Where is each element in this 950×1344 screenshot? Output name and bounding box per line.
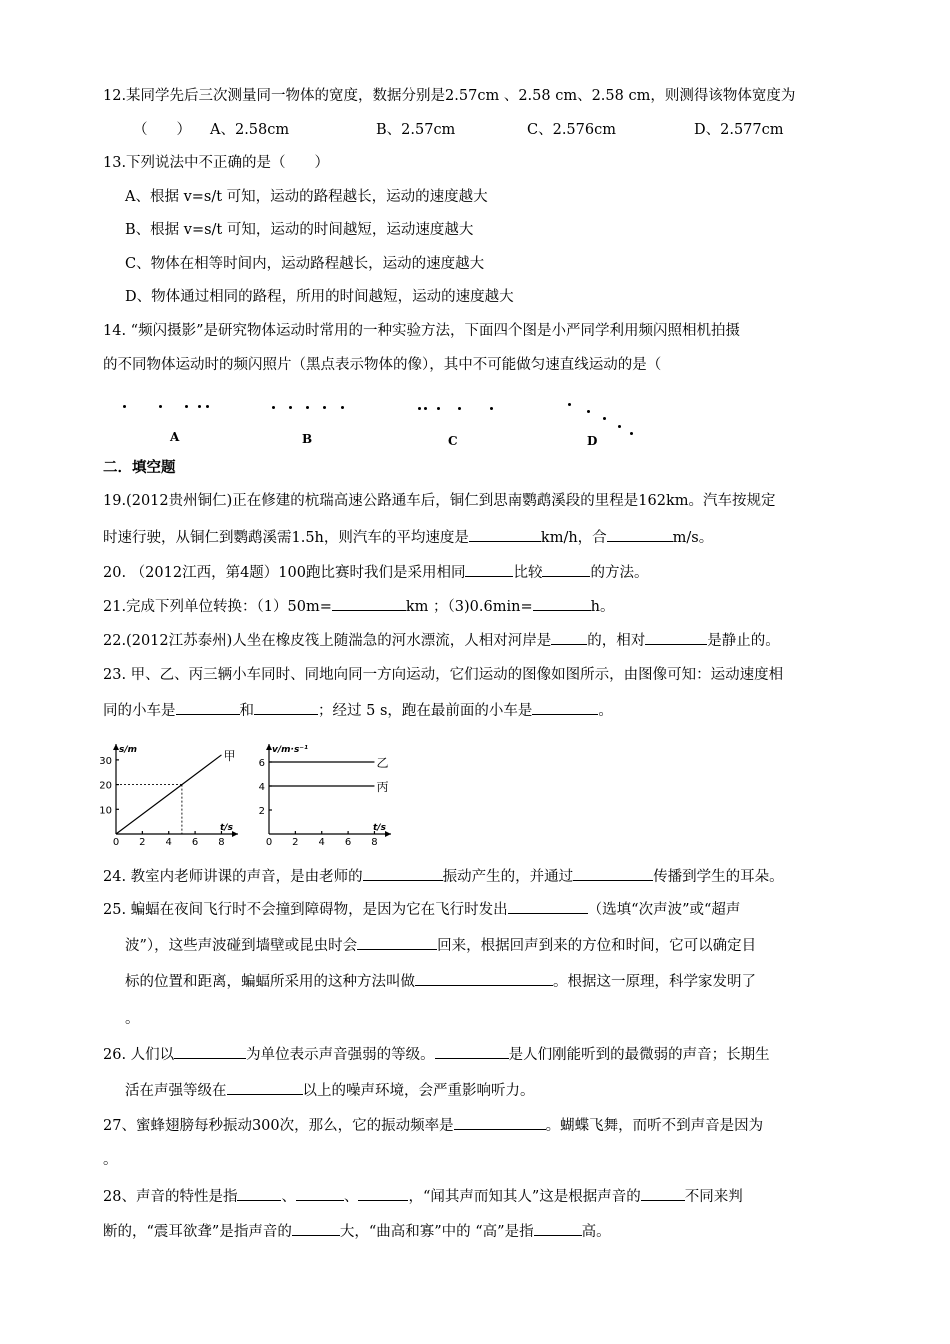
q28-blank-3[interactable]: [358, 1186, 408, 1201]
q13-option-b: B、根据 v=s/t 可知，运动的时间越短，运动速度越大: [125, 222, 474, 238]
strobe-label-d: D: [587, 434, 598, 448]
q20-blank-1[interactable]: [465, 562, 513, 577]
q19-text: 时速行驶，从铜仁到鹦鹉溪需1.5h，则汽车的平均速度是: [103, 530, 469, 546]
q26-line2: [125, 1080, 535, 1101]
q14-line1: 14. “频闪摄影”是研究物体运动时常用的一种实验方法，下面四个图是小严同学利用频闪照相机拍摄: [103, 323, 740, 339]
q28-text: 不同来判: [684, 1189, 743, 1205]
y-tick-label: 20: [99, 780, 112, 792]
strobe-b-dot: [323, 406, 326, 409]
x-tick-label: 2: [139, 837, 146, 848]
q12-bracket: （ ）: [133, 122, 191, 138]
chart-s-t: [90, 738, 240, 850]
strobe-d-dot: [618, 425, 621, 428]
q23-line2: [103, 700, 613, 721]
strobe-d-dot: [603, 417, 606, 420]
q23-text: ；经过 5 s，跑在最前面的小车是: [318, 703, 533, 719]
q21-text: km ；（3)0.6min=: [405, 599, 533, 615]
q19-line1: 19.(2012贵州铜仁)正在修建的杭瑞高速公路通车后，铜仁到思南鹦鹉溪段的里程是162km。汽车按规定: [103, 493, 776, 509]
q28-text: 高。: [581, 1224, 611, 1240]
q24-text: 24. 教室内老师讲课的声音，是由老师的: [103, 869, 363, 885]
q28-text: 、: [281, 1189, 296, 1205]
strobe-b-dot: [306, 406, 309, 409]
q28-line2: [103, 1221, 611, 1242]
q22-blank-1[interactable]: [551, 630, 587, 645]
q21-blank-1[interactable]: [332, 596, 406, 611]
q24-blank-2[interactable]: [573, 866, 653, 881]
y-tick-label: 4: [258, 782, 265, 793]
y-axis-label: s/m: [119, 745, 138, 755]
q12-option-a: A、2.58cm: [210, 122, 290, 138]
series-line-1: [116, 755, 221, 834]
x-tick-label: 8: [371, 837, 378, 848]
q25-line4: 。: [125, 1011, 140, 1027]
q21-text: h。: [590, 599, 615, 615]
q26-text: 活在声强等级在: [125, 1083, 227, 1099]
q26-text: 为单位表示声音强弱的等级。: [246, 1047, 435, 1063]
q26-text: 是人们刚能听到的最微弱的声音；长期生: [508, 1047, 770, 1063]
q25-blank-2[interactable]: [357, 935, 437, 950]
q23-text: 。: [598, 703, 613, 719]
q22-text: 的，相对: [587, 633, 646, 649]
strobe-b-dot: [272, 406, 275, 409]
x-tick-label: 6: [344, 837, 352, 848]
strobe-c-dot: [437, 407, 440, 410]
q20-line: [103, 562, 648, 583]
q25-blank-3[interactable]: [415, 971, 553, 986]
x-axis-label: t/s: [373, 823, 386, 833]
strobe-b-dot: [341, 406, 344, 409]
q22-line: [103, 630, 780, 651]
q25-text: 。根据这一原理，科学家发明了: [553, 974, 756, 990]
q13-option-d: D、物体通过相同的路程，所用的时间越短，运动的速度越大: [125, 289, 514, 305]
q12-option-d: D、2.577cm: [694, 122, 784, 138]
q28-blank-5[interactable]: [292, 1221, 340, 1236]
q27-line1: [103, 1115, 763, 1136]
q23-blank-3[interactable]: [532, 700, 598, 715]
q25-text: 25. 蝙蝠在夜间飞行时不会撞到障碍物，是因为它在飞行时发出: [103, 902, 508, 918]
q28-blank-2[interactable]: [296, 1186, 344, 1201]
q19-line2: [103, 527, 713, 548]
q23-text: 同的小车是: [103, 703, 176, 719]
strobe-a-dot: [123, 405, 126, 408]
q26-text: 以上的噪声环境，会严重影响听力。: [302, 1083, 535, 1099]
q25-text: 回来，根据回声到来的方位和时间，它可以确定目: [437, 938, 757, 954]
strobe-a-dot: [185, 405, 188, 408]
strobe-c-dot: [458, 407, 461, 410]
q24-text: 传播到学生的耳朵。: [653, 869, 784, 885]
q23-text: 和: [239, 703, 254, 719]
q19-blank-2[interactable]: [607, 527, 673, 542]
q25-line2: [125, 935, 756, 956]
strobe-label-c: C: [448, 434, 458, 448]
q24-line: [103, 866, 784, 887]
q21-blank-2[interactable]: [533, 596, 591, 611]
strobe-d-dot: [587, 410, 590, 413]
series-label-1: 乙: [376, 756, 389, 770]
q28-blank-1[interactable]: [237, 1186, 281, 1201]
x-axis-label: t/s: [220, 823, 233, 833]
q21-text: 21.完成下列单位转换：（1）50m=: [103, 599, 332, 615]
x-tick-label: 2: [292, 837, 299, 848]
q26-blank-3[interactable]: [227, 1080, 303, 1095]
q20-blank-2[interactable]: [542, 562, 590, 577]
section-title: 二．填空题: [103, 460, 176, 476]
q22-text: 是静止的。: [707, 633, 780, 649]
x-tick-label: 8: [218, 837, 225, 848]
y-tick-label: 2: [258, 806, 265, 817]
q13-option-c: C、物体在相等时间内，运动路程越长，运动的速度越大: [125, 256, 485, 272]
q27-line2: 。: [103, 1152, 118, 1168]
strobe-c-dot: [424, 407, 427, 410]
q27-text: 27、蜜蜂翅膀每秒振动300次，那么，它的振动频率是: [103, 1118, 454, 1134]
q25-line3: [125, 971, 756, 992]
chart-v-t: [247, 738, 402, 850]
series-label-2: 丙: [376, 780, 389, 794]
strobe-c-dot: [490, 407, 493, 410]
strobe-b-dot: [289, 406, 292, 409]
q23-line1: 23. 甲、乙、丙三辆小车同时、同地向同一方向运动，它们运动的图像如图所示，由图像可知：运动速度相: [103, 667, 784, 683]
q28-blank-4[interactable]: [641, 1186, 685, 1201]
q20-text: 的方法。: [590, 565, 649, 581]
q25-text: （选填“次声波”或“超声: [587, 902, 741, 918]
x-tick-label: 0: [112, 837, 120, 848]
q24-text: 振动产生的，并通过: [442, 869, 574, 885]
q23-blank-1[interactable]: [176, 700, 240, 715]
q22-blank-2[interactable]: [645, 630, 707, 645]
x-tick-label: 0: [265, 837, 273, 848]
q25-text: 波”），这些声波碰到墙壁或昆虫时会: [125, 938, 358, 954]
strobe-label-a: A: [170, 430, 180, 444]
strobe-c-dot: [418, 407, 421, 410]
q12-option-b: B、2.57cm: [376, 122, 456, 138]
q27-blank-1[interactable]: [454, 1115, 546, 1130]
q28-line1: [103, 1186, 743, 1207]
y-tick-label: 30: [99, 755, 112, 767]
q19-text: m/s。: [672, 530, 714, 546]
q13-stem: 13.下列说法中不正确的是（ ）: [103, 155, 330, 171]
q23-blank-2[interactable]: [254, 700, 318, 715]
q26-line1: [103, 1044, 770, 1065]
q19-blank-1[interactable]: [469, 527, 541, 542]
strobe-label-b: B: [302, 432, 313, 446]
q26-blank-2[interactable]: [435, 1044, 509, 1059]
q14-line2: 的不同物体运动时的频闪照片（黑点表示物体的像），其中不可能做匀速直线运动的是（: [103, 357, 662, 373]
y-tick-label: 6: [258, 758, 265, 769]
q28-text: 、: [343, 1189, 359, 1205]
q24-blank-1[interactable]: [363, 866, 443, 881]
q28-text: 28、声音的特性是指: [103, 1189, 238, 1205]
q28-text: ，“闻其声而知其人”这是根据声音的: [408, 1189, 641, 1205]
y-axis-label: v/m·s⁻¹: [272, 745, 308, 755]
q28-text: 大，“曲高和寡”中的 “高”是指: [339, 1224, 534, 1240]
q22-text: 22.(2012江苏泰州)人坐在橡皮筏上随湍急的河水漂流，人相对河岸是: [103, 633, 552, 649]
q19-text: km/h，合: [540, 530, 607, 546]
q27-text: 。蝴蝶飞舞，而听不到声音是因为: [545, 1118, 764, 1134]
q25-text: 标的位置和距离，蝙蝠所采用的这种方法叫做: [125, 974, 415, 990]
strobe-a-dot: [198, 405, 201, 408]
series-label-1: 甲: [223, 748, 236, 763]
y-tick-label: 10: [99, 805, 112, 817]
q25-blank-1[interactable]: [508, 899, 588, 914]
q26-text: 26. 人们以: [103, 1047, 175, 1063]
strobe-a-dot: [159, 405, 162, 408]
q12-stem: 12.某同学先后三次测量同一物体的宽度，数据分别是2.57cm 、2.58 cm、2.58 cm，则测得该物体宽度为: [103, 88, 796, 104]
q26-blank-1[interactable]: [174, 1044, 246, 1059]
strobe-a-dot: [206, 405, 209, 408]
q20-text: 比较: [513, 565, 543, 581]
x-tick-label: 6: [191, 837, 199, 848]
q28-text: 断的，“震耳欲聋”是指声音的: [103, 1224, 292, 1240]
strobe-d-dot: [568, 403, 571, 406]
x-tick-label: 4: [318, 837, 325, 848]
x-tick-label: 4: [165, 837, 172, 848]
q21-line: [103, 596, 614, 617]
q12-option-c: C、2.576cm: [527, 122, 616, 138]
strobe-d-dot: [630, 432, 633, 435]
q25-line1: [103, 899, 740, 920]
q13-option-a: A、根据 v=s/t 可知，运动的路程越长，运动的速度越大: [125, 189, 488, 205]
q28-blank-6[interactable]: [534, 1221, 582, 1236]
q20-text: 20. （2012江西，第4题）100跑比赛时我们是采用相同: [103, 565, 466, 581]
